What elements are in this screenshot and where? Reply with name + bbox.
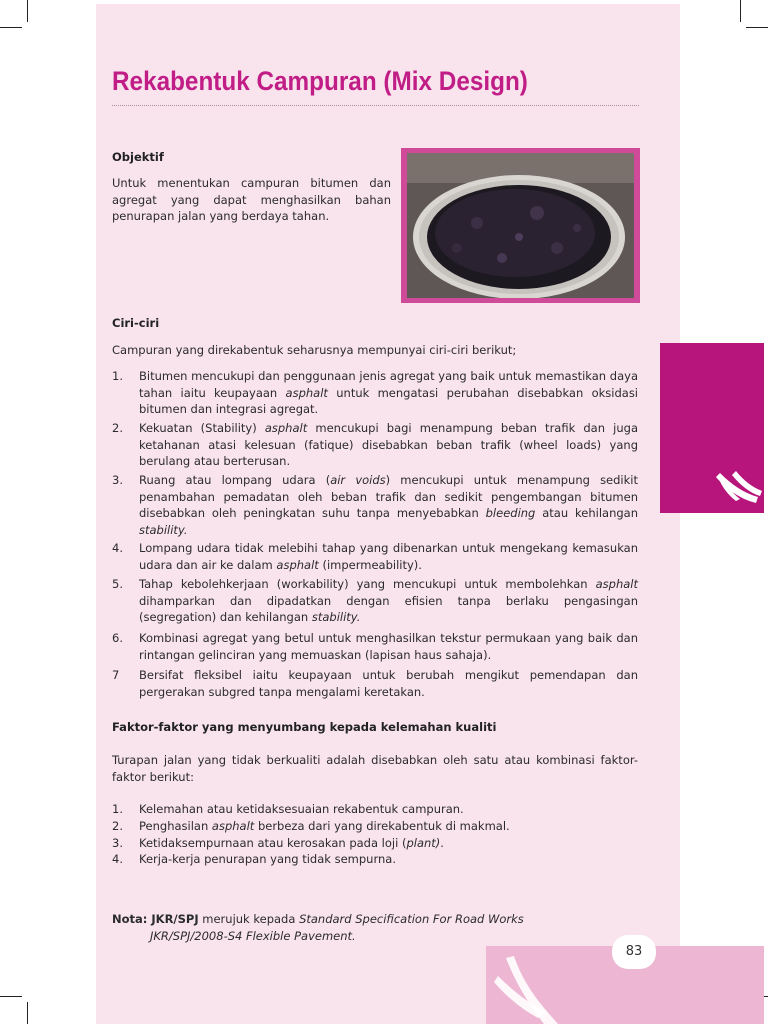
- list-item-text: [139, 368, 638, 418]
- crop-mark: [27, 1002, 28, 1024]
- text-segment: mencukupi bagi menampung beban trafik dan juga ketahanan atasi kelesuan (fatique) disebabkan beban trafik (wheel loads) yang berulang atau berterusan.: [139, 421, 638, 468]
- text-segment: Kombinasi agregat yang betul untuk menghasilkan tekstur permukaan yang baik dan rintangan gelinciran yang memuaskan (lapisan haus sahaja).: [139, 631, 638, 662]
- text-segment: bleeding: [485, 506, 536, 520]
- text-segment: Bitumen mencukupi dan penggunaan jenis agregat yang baik untuk memastikan daya tahan iaitu keupayaan: [139, 369, 638, 400]
- text-segment: Lompang udara tidak melebihi tahap yang dibenarkan untuk mengekang kemasukan udara dan air ke dalam: [139, 541, 638, 572]
- nota-reference-2: JKR/SPJ/2008-S4 Flexible Pavement.: [150, 929, 356, 943]
- list-item-text: [139, 667, 638, 700]
- crop-mark: [27, 0, 28, 22]
- crop-mark: [746, 27, 768, 28]
- photo-frame: [401, 148, 640, 303]
- list-item-number: 1.: [112, 369, 123, 383]
- list-item: [112, 630, 638, 663]
- list-item: [112, 420, 638, 470]
- list-item-text: [139, 472, 638, 538]
- text-segment: asphalt: [276, 557, 319, 572]
- list-item: [112, 851, 638, 868]
- text-segment: asphalt: [595, 577, 638, 591]
- crop-mark: [0, 996, 22, 997]
- list-item-number: 3.: [112, 473, 123, 487]
- list-item-text: [139, 420, 638, 470]
- list-item-number: 4.: [112, 852, 123, 866]
- list-item-text: [139, 818, 638, 835]
- crop-mark: [0, 27, 22, 28]
- list-item-text: [139, 801, 638, 818]
- text-segment: Kelemahan atau ketidaksesuaian rekabentuk campuran.: [139, 802, 464, 816]
- text-segment: dihamparkan dan dipadatkan dengan efisien tanpa berlaku pengasingan (segregation) dan kehilangan: [139, 593, 638, 624]
- nota-label: Nota: JKR/SPJ: [112, 912, 199, 926]
- objektif-text: Untuk menentukan campuran bitumen dan agregat yang dapat menghasilkan bahan penurapan jalan yang berdaya tahan.: [112, 176, 391, 223]
- list-item-number: 5.: [112, 577, 123, 591]
- text-segment: asphalt: [211, 819, 255, 833]
- text-segment: berbeza dari yang direkabentuk di makmal.: [254, 819, 510, 833]
- list-item: [112, 818, 638, 835]
- list-item-number: 1.: [112, 802, 123, 816]
- list-item-number: 2.: [112, 421, 123, 435]
- list-item-text: [139, 835, 638, 852]
- text-segment: Ruang atau lompang udara (: [139, 473, 331, 487]
- title-divider: [112, 105, 639, 106]
- text-segment: Kekuatan (Stability): [139, 421, 265, 435]
- ciri-intro: Campuran yang direkabentuk seharusnya mempunyai ciri-ciri berikut;: [112, 343, 517, 357]
- list-item: [112, 368, 638, 418]
- nota-note: [112, 911, 582, 945]
- text-segment: Bersifat fleksibel iaitu keupayaan untuk berubah mengikut pemendapan dan pergerakan subgred tanpa mengalami keretakan.: [139, 668, 638, 699]
- list-item: [112, 801, 638, 818]
- text-segment: atau kehilangan: [535, 506, 638, 520]
- crop-mark: [740, 0, 741, 22]
- text-segment: Kerja-kerja penurapan yang tidak sempurna.: [139, 852, 396, 866]
- text-segment: Tahap kebolehkerjaan (workability) yang mencukupi untuk membolehkan: [139, 577, 596, 591]
- list-item-number: 6.: [112, 631, 123, 645]
- page-number: 83: [612, 935, 656, 969]
- list-item: [112, 540, 638, 573]
- asphalt-mix-photo: [407, 153, 634, 298]
- list-item-number: 7: [112, 668, 120, 682]
- list-item: [112, 667, 638, 700]
- ciri-heading: Ciri-ciri: [112, 316, 160, 330]
- text-segment: Ketidaksempurnaan atau kerosakan pada loji (: [139, 836, 407, 850]
- list-item-text: [139, 630, 638, 663]
- list-item-number: 4.: [112, 541, 123, 555]
- faktor-intro: Turapan jalan yang tidak berkualiti adalah disebabkan oleh satu atau kombinasi faktor-faktor berikut:: [112, 753, 638, 784]
- text-segment: (impermeability).: [318, 557, 422, 572]
- nota-reference-1: Standard Specification For Road Works: [299, 912, 524, 926]
- text-segment: ) mencukupi untuk menampung sedikit penambahan pemadatan oleh beban trafik dan sedikit pengembangan bitumen disebabkan oleh peningkatan suhu tanpa menyebabkan: [139, 473, 638, 520]
- text-segment: asphalt: [264, 421, 308, 435]
- asphalt-bowl-icon: [407, 153, 634, 298]
- list-item-text: [139, 851, 638, 868]
- nota-text: merujuk kepada: [198, 912, 300, 926]
- text-segment: plant): [406, 836, 441, 850]
- text-segment: stability.: [139, 522, 188, 537]
- text-segment: .: [440, 836, 444, 850]
- side-tab: [660, 343, 764, 513]
- text-segment: asphalt: [285, 385, 328, 400]
- objektif-heading: Objektif: [112, 150, 164, 164]
- text-segment: Penghasilan: [139, 819, 212, 833]
- page-title: Rekabentuk Campuran (Mix Design): [112, 66, 528, 96]
- list-item-text: [139, 540, 638, 573]
- text-segment: untuk mengatasi perubahan disebabkan oksidasi bitumen dan integrasi agregat.: [139, 385, 638, 416]
- list-item: [112, 472, 638, 538]
- list-item: [112, 576, 638, 626]
- list-item-text: [139, 576, 638, 626]
- text-segment: stability.: [311, 610, 361, 624]
- swoosh-tab-icon: [660, 343, 764, 513]
- list-item: [112, 835, 638, 852]
- faktor-heading: Faktor-faktor yang menyumbang kepada kelemahan kualiti: [112, 720, 497, 734]
- list-item-number: 3.: [112, 836, 123, 850]
- text-segment: air voids: [330, 473, 386, 487]
- list-item-number: 2.: [112, 819, 123, 833]
